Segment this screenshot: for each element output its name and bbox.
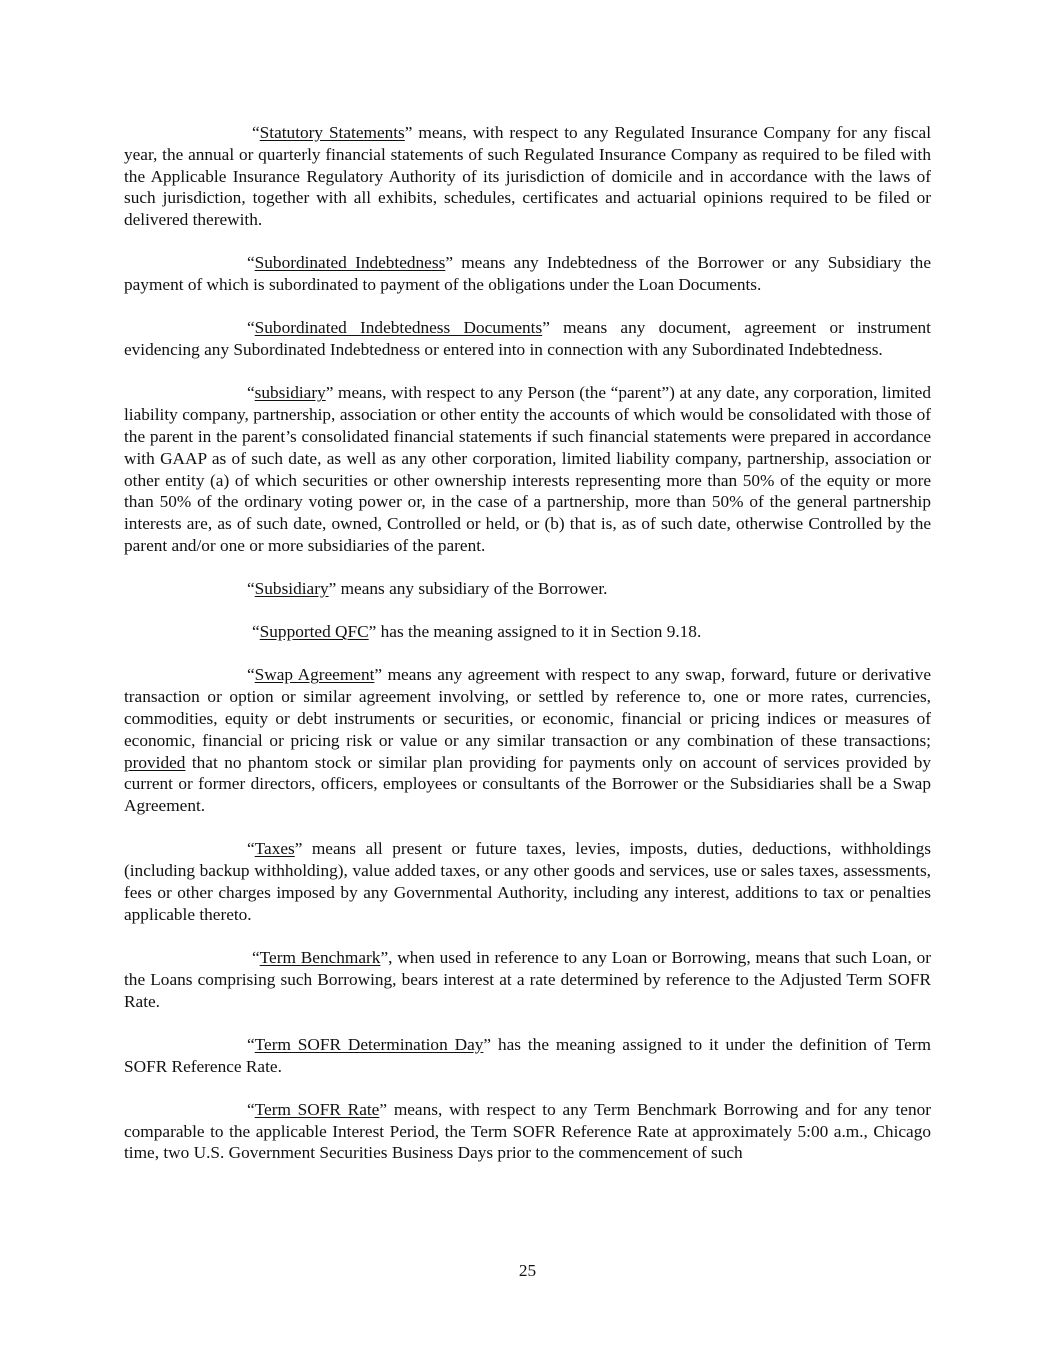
proviso-term: provided: [124, 752, 186, 772]
defined-term: Term SOFR Determination Day: [254, 1034, 484, 1054]
defined-term: Statutory Statements: [259, 123, 405, 142]
definition-term-sofr-rate: “Term SOFR Rate” means, with respect to any Term Benchmark Borrowing and for any tenor comparable to the applicable Interest Period, the Term SOFR Reference Rate at approximately 5:00 a.m., Chicago time, two U.S. Government Securities Business Days prior to the commencement of such: [124, 1099, 931, 1163]
definition-subordinated-indebtedness-documents: “Subordinated Indebtedness Documents” means any document, agreement or instrument evidencing any Subordinated Indebtedness or entered into in connection with any Subordinated Indebtedness.: [124, 318, 931, 360]
definition-taxes: “Taxes” means all present or future taxes, levies, imposts, duties, deductions, withholdings (including backup withholding), value added taxes, or any other goods and services, use or sales taxes, assessments, fees or other charges imposed by any Governmental Authority, including any interest, additions to tax or penalties applicable thereto.: [124, 839, 931, 924]
definition-subsidiary: “Subsidiary” means any subsidiary of the Borrower.: [247, 579, 608, 599]
definition-body: means, with respect to any Regulated Insurance Company for any fiscal year, the annual or quarterly financial statements of such Regulated Insurance Company as required to be filed with the Applicable Insurance Regulatory Authority of its jurisdiction of domicile and in accordance with the laws of such jurisdiction, together with all exhibits, schedules, certificates and actuarial opinions required to be filed or delivered therewith.: [124, 123, 932, 230]
definition-body: means all present or future taxes, levies, imposts, duties, deductions, withholdings (including backup withholding), value added taxes, or any other goods and services, use or sales taxes, assessments, fees or other charges imposed by any Governmental Authority, including any interest, additions to tax or penalties applicable thereto.: [124, 839, 931, 924]
definition-body: means any document, agreement or instrument evidencing any Subordinated Indebtedness or entered into in connection with any Subordinated Indebtedness.: [124, 318, 931, 360]
definition-body: means, with respect to any Term Benchmark Borrowing and for any tenor comparable to the applicable Interest Period, the Term SOFR Reference Rate at approximately 5:00 a.m., Chicago time, two U.S. Government Securities Business Days prior to the commencement of such: [124, 1099, 931, 1163]
definition-body: means any subsidiary of the Borrower.: [336, 579, 608, 599]
definition-body: has the meaning assigned to it in Section 9.18.: [376, 622, 702, 642]
definition-term-sofr-determination-day: “Term SOFR Determination Day” has the meaning assigned to it under the definition of Term SOFR Reference Rate.: [124, 1034, 931, 1076]
defined-term: Term Benchmark: [259, 948, 381, 968]
defined-term: Swap Agreement: [254, 665, 375, 685]
definition-body: means, with respect to any Person (the “parent”) at any date, any corporation, limited liability company, partnership, association or other entity the accounts of which would be consolidated with those of the parent in the parent’s consolidated financial statements if such financial statements were prepared in accordance with GAAP as of such date, as well as any other corporation, limited liability company, partnership, association or other entity (a) of which securities or other ownership interests representing more than 50% of the equity or more than 50% of the ordinary voting power or, in the case of a partnership, more than 50% of the general partnership interests are, as of such date, owned, Controlled or held, or (b) that is, as of such date, otherwise Controlled by the parent and/or one or more subsidiaries of the parent.: [124, 383, 931, 555]
defined-term: Subordinated Indebtedness: [254, 253, 446, 273]
defined-term: Subordinated Indebtedness Documents: [254, 318, 543, 338]
definition-term-benchmark: “Term Benchmark”, when used in reference to any Loan or Borrowing, means that such Loan, or the Loans comprising such Borrowing, bears interest at a rate determined by reference to the Adjusted Term SOFR Rate.: [124, 948, 931, 1011]
definition-body: , when used in reference to any Loan or Borrowing, means that such Loan, or the Loans comprising such Borrowing, bears interest at a rate determined by reference to the Adjusted Term SOFR Rate.: [124, 948, 931, 1011]
defined-term: Taxes: [254, 839, 295, 859]
defined-term: subsidiary: [254, 383, 326, 403]
definition-body: means any Indebtedness of the Borrower or any Subsidiary the payment of which is subordinated to payment of the obligations under the Loan Documents.: [124, 253, 931, 295]
defined-term: Subsidiary: [254, 579, 329, 599]
definition-statutory-statements: “Statutory Statements” means, with respect to any Regulated Insurance Company for any fiscal year, the annual or quarterly financial statements of such Regulated Insurance Company as required to be filed with the Applicable Insurance Regulatory Authority of its jurisdiction of domicile and in accordance with the laws of such jurisdiction, together with all exhibits, schedules, certificates and actuarial opinions required to be filed or delivered therewith.: [124, 123, 932, 230]
page-number: 25: [518, 1261, 537, 1280]
definition-supported-qfc: “Supported QFC” has the meaning assigned to it in Section 9.18.: [252, 622, 702, 642]
definition-swap-agreement: “Swap Agreement” means any agreement with respect to any swap, forward, future or derivative transaction or option or similar agreement involving, or settled by reference to, one or more rates, currencies, commodities, equity or debt instruments or securities, or economic, financial or pricing indices or measures of economic, financial or pricing risk or value or any similar transaction or any combination of these transactions; provided that no phantom stock or similar plan providing for payments only on account of services provided by current or former directors, officers, employees or consultants of the Borrower or the Subsidiaries shall be a Swap Agreement.: [124, 665, 931, 816]
defined-term: Term SOFR Rate: [254, 1099, 380, 1119]
definition-body: has the meaning assigned to it under the definition of Term SOFR Reference Rate.: [124, 1034, 931, 1076]
definition-body-tail: that no phantom stock or similar plan providing for payments only on account of services provided by current or former directors, officers, employees or consultants of the Borrower or the Subsidiaries shall be a Swap Agreement.: [124, 752, 931, 816]
definition-body: means any agreement with respect to any swap, forward, future or derivative transaction or option or similar agreement involving, or settled by reference to, one or more rates, currencies, commodities, equity or debt instruments or securities, or economic, financial or pricing indices or measures of economic, financial or pricing risk or value or any similar transaction or any combination of these transactions;: [124, 665, 931, 750]
definition-subsidiary-lower: “subsidiary” means, with respect to any Person (the “parent”) at any date, any corporation, limited liability company, partnership, association or other entity the accounts of which would be consolidated with those of the parent in the parent’s consolidated financial statements if such financial statements were prepared in accordance with GAAP as of such date, as well as any other corporation, limited liability company, partnership, association or other entity (a) of which securities or other ownership interests representing more than 50% of the equity or more than 50% of the ordinary voting power or, in the case of a partnership, more than 50% of the general partnership interests are, as of such date, owned, Controlled or held, or (b) that is, as of such date, otherwise Controlled by the parent and/or one or more subsidiaries of the parent.: [124, 383, 931, 555]
document-page: [124, 122, 931, 1164]
defined-term: Supported QFC: [259, 622, 369, 642]
definition-subordinated-indebtedness: “Subordinated Indebtedness” means any Indebtedness of the Borrower or any Subsidiary the payment of which is subordinated to payment of the obligations under the Loan Documents.: [124, 253, 931, 295]
